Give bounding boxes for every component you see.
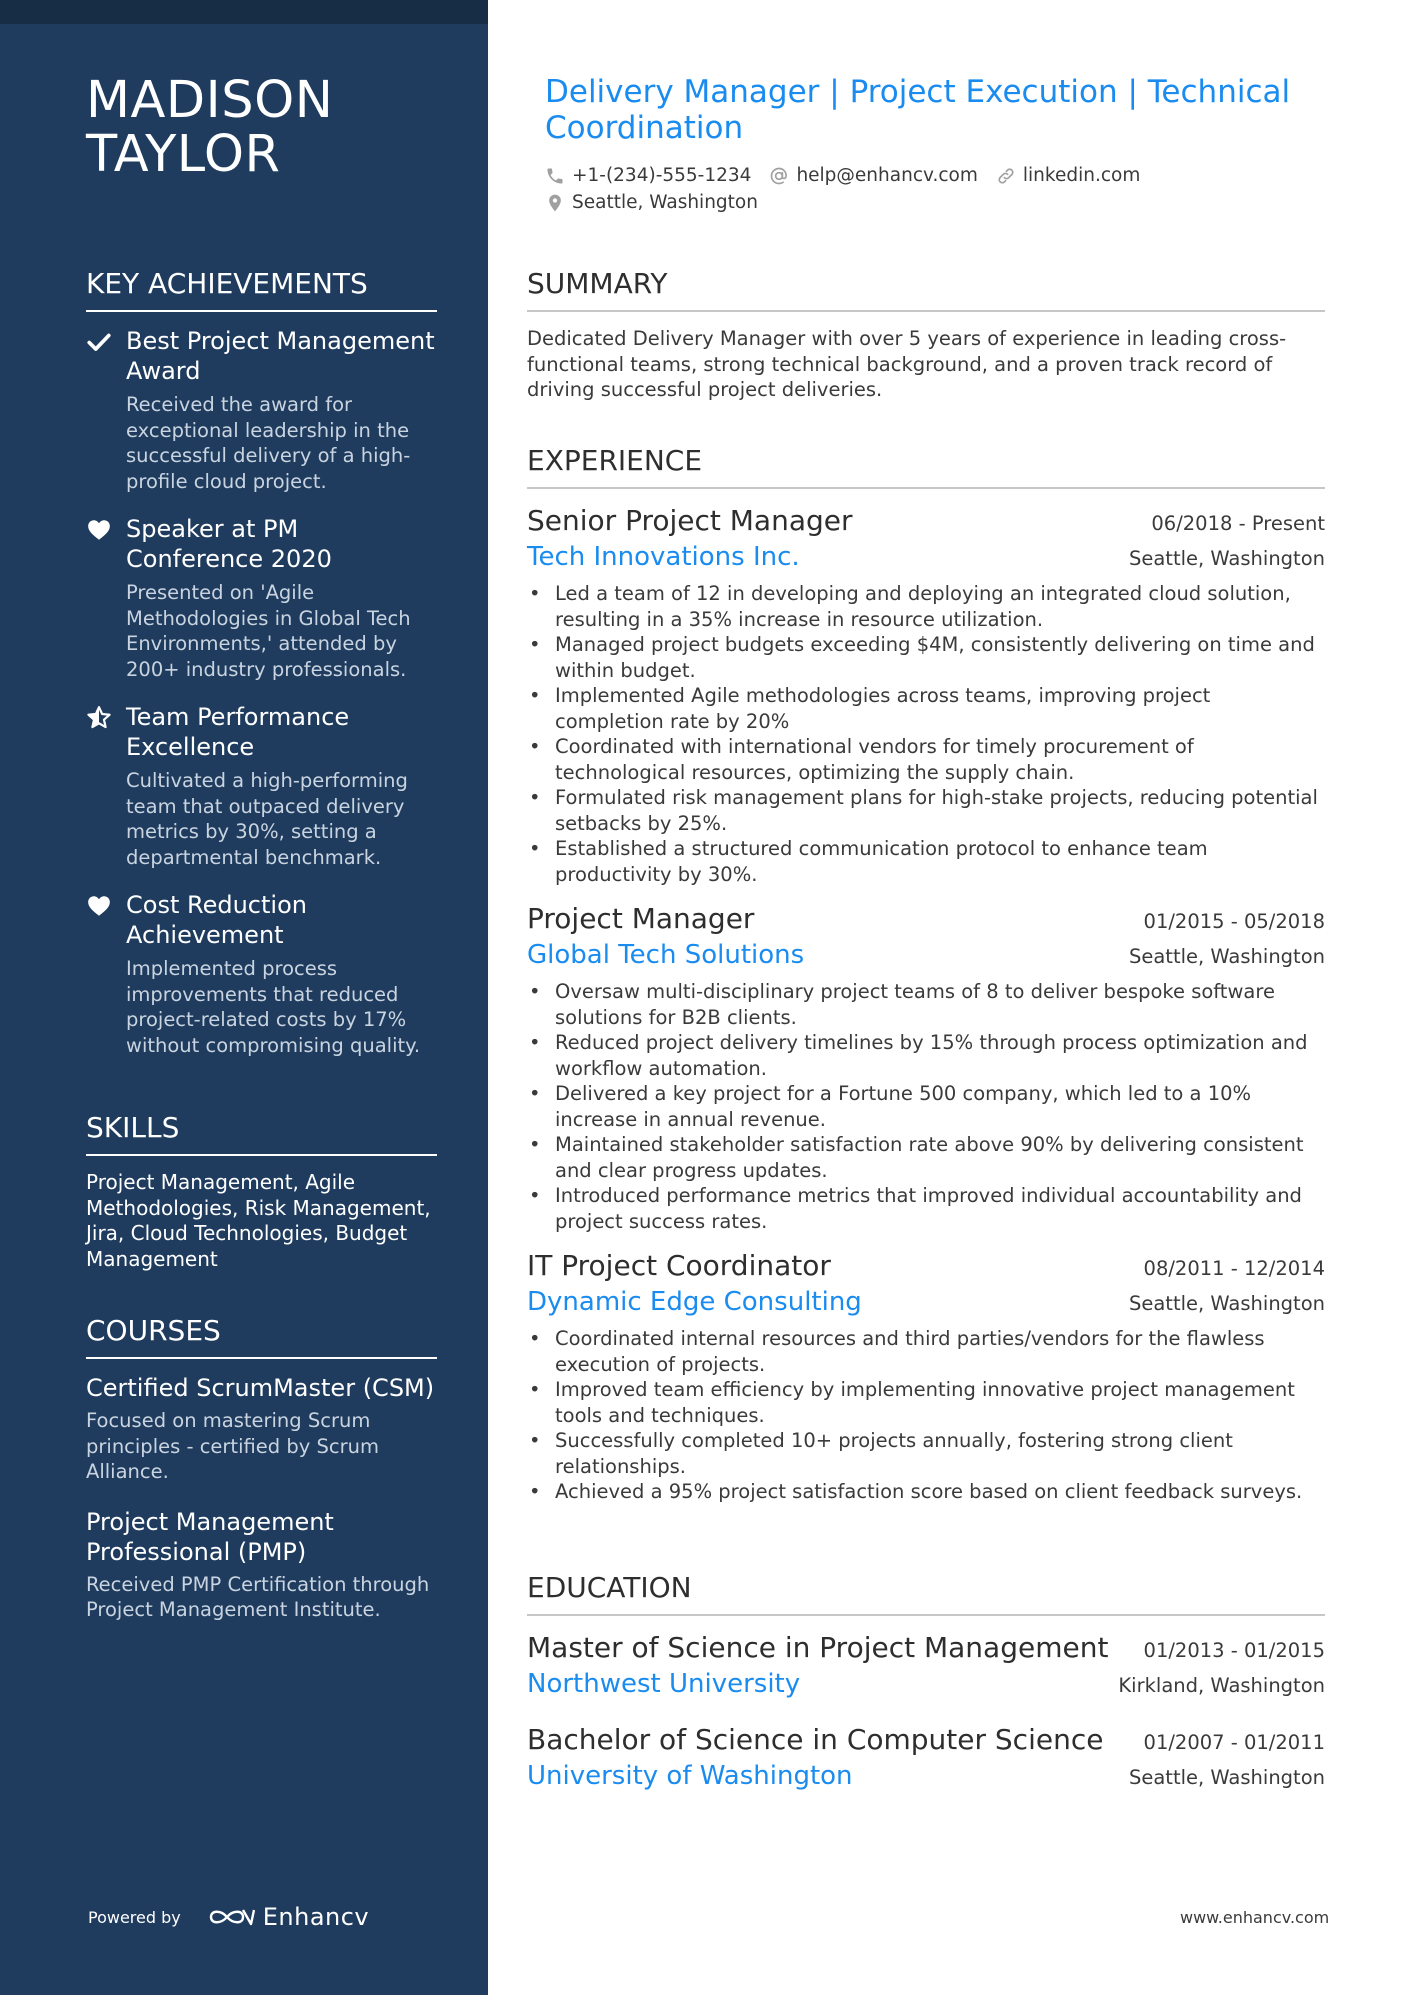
star-half-icon bbox=[86, 705, 112, 731]
job-location: Seattle, Washington bbox=[1128, 1292, 1325, 1315]
degree-title: Master of Science in Project Management bbox=[527, 1631, 1109, 1664]
job-location: Seattle, Washington bbox=[1128, 945, 1325, 968]
school-location: Seattle, Washington bbox=[1128, 1766, 1325, 1789]
courses-section bbox=[86, 1315, 437, 1645]
job-location: Seattle, Washington bbox=[1128, 547, 1325, 570]
education-entry bbox=[527, 1630, 1325, 1702]
key-achievements-heading: KEY ACHIEVEMENTS bbox=[86, 268, 437, 312]
achievement-description: Cultivated a high-performing team that outpaced delivery metrics by 30%, setting a departmental benchmark. bbox=[126, 769, 408, 869]
course-description: Focused on mastering Scrum principles - certified by Scrum Alliance. bbox=[86, 1409, 379, 1483]
achievement-item bbox=[86, 890, 437, 1058]
education-section bbox=[527, 1572, 1325, 1814]
education-dates: 01/2007 - 01/2011 bbox=[1143, 1731, 1325, 1754]
job-dates: 01/2015 - 05/2018 bbox=[1143, 910, 1325, 933]
location-pin-icon bbox=[545, 193, 565, 213]
school-name: Northwest University bbox=[527, 1669, 801, 1699]
phone-contact[interactable] bbox=[545, 165, 751, 186]
linkedin-url: linkedin.com bbox=[1022, 165, 1141, 186]
job-title: IT Project Coordinator bbox=[527, 1249, 831, 1282]
footer-url[interactable]: www.enhancv.com bbox=[1180, 1908, 1330, 1927]
bullet-item: • Improved team efficiency by implementing innovative project management tools and techniques. bbox=[527, 1377, 1325, 1428]
main-content bbox=[527, 0, 1325, 1995]
bullet-item: • Achieved a 95% project satisfaction score based on client feedback surveys. bbox=[527, 1479, 1325, 1505]
job-entry bbox=[527, 901, 1325, 1234]
education-dates: 01/2013 - 01/2015 bbox=[1143, 1639, 1325, 1662]
sidebar-top-bar bbox=[0, 0, 488, 24]
company-name: Global Tech Solutions bbox=[527, 940, 805, 970]
job-dates: 08/2011 - 12/2014 bbox=[1143, 1257, 1325, 1280]
bullet-item: • Managed project budgets exceeding $4M, consistently delivering on time and within budget. bbox=[527, 632, 1325, 683]
achievement-item bbox=[86, 514, 437, 682]
bullet-item: • Coordinated internal resources and third parties/vendors for the flawless execution of projects. bbox=[527, 1326, 1325, 1377]
bullet-item: • Successfully completed 10+ projects annually, fostering strong client relationships. bbox=[527, 1428, 1325, 1479]
bullet-item: • Oversaw multi-disciplinary project teams of 8 to deliver bespoke software solutions for B2B clients. bbox=[527, 979, 1325, 1030]
linkedin-contact[interactable] bbox=[996, 165, 1140, 186]
phone-number: +1-(234)-555-1234 bbox=[572, 165, 752, 186]
achievement-title: Cost Reduction Achievement bbox=[126, 891, 307, 949]
link-icon bbox=[996, 166, 1016, 186]
achievement-title: Best Project Management Award bbox=[126, 327, 435, 385]
email-contact[interactable] bbox=[769, 165, 977, 186]
bullet-item: • Introduced performance metrics that improved individual accountability and project success rates. bbox=[527, 1183, 1325, 1234]
contact-info bbox=[545, 162, 1305, 216]
degree-title: Bachelor of Science in Computer Science bbox=[527, 1723, 1104, 1756]
job-title: Project Manager bbox=[527, 902, 755, 935]
course-description: Received PMP Certification through Project Management Institute. bbox=[86, 1572, 430, 1621]
enhancv-logo-icon[interactable] bbox=[207, 1904, 255, 1930]
heart-icon bbox=[86, 517, 112, 543]
sidebar bbox=[0, 0, 488, 1995]
course-title: Project Management Professional (PMP) bbox=[86, 1507, 334, 1566]
achievement-item bbox=[86, 326, 437, 494]
education-entry bbox=[527, 1722, 1325, 1794]
skills-heading: SKILLS bbox=[86, 1112, 437, 1156]
achievement-title: Speaker at PM Conference 2020 bbox=[126, 515, 332, 573]
school-location: Kirkland, Washington bbox=[1118, 1674, 1325, 1697]
job-bullets bbox=[527, 979, 1325, 1234]
summary-section bbox=[527, 268, 1325, 403]
experience-section bbox=[527, 445, 1325, 1519]
check-icon bbox=[86, 329, 112, 355]
powered-by bbox=[88, 1903, 369, 1931]
job-title: Senior Project Manager bbox=[527, 504, 853, 537]
courses-heading: COURSES bbox=[86, 1315, 437, 1359]
bullet-item: • Implemented Agile methodologies across teams, improving project completion rate by 20% bbox=[527, 683, 1325, 734]
bullet-item: • Reduced project delivery timelines by 15% through process optimization and workflow automation. bbox=[527, 1030, 1325, 1081]
course-item bbox=[86, 1507, 437, 1623]
phone-icon bbox=[545, 166, 565, 186]
skills-list: Project Management, Agile Methodologies, Risk Management, Jira, Cloud Technologies, Budget Management bbox=[86, 1170, 431, 1271]
job-bullets bbox=[527, 581, 1325, 887]
bullet-item: • Led a team of 12 in developing and deploying an integrated cloud solution, resulting in a 35% increase in resource utilization. bbox=[527, 581, 1325, 632]
company-name: Dynamic Edge Consulting bbox=[527, 1287, 862, 1317]
company-name: Tech Innovations Inc. bbox=[527, 542, 800, 572]
summary-heading: SUMMARY bbox=[527, 268, 1325, 312]
experience-heading: EXPERIENCE bbox=[527, 445, 1325, 489]
bullet-item: • Maintained stakeholder satisfaction rate above 90% by delivering consistent and clear progress updates. bbox=[527, 1132, 1325, 1183]
school-name: University of Washington bbox=[527, 1761, 853, 1791]
job-dates: 06/2018 - Present bbox=[1151, 512, 1325, 535]
achievement-title: Team Performance Excellence bbox=[126, 703, 350, 761]
location-contact bbox=[545, 192, 758, 213]
skills-section bbox=[86, 1112, 437, 1272]
location-text: Seattle, Washington bbox=[572, 192, 758, 213]
bullet-item: • Formulated risk management plans for high-stake projects, reducing potential setbacks by 25%. bbox=[527, 785, 1325, 836]
job-entry bbox=[527, 503, 1325, 887]
bullet-item: • Established a structured communication protocol to enhance team productivity by 30%. bbox=[527, 836, 1325, 887]
achievement-item bbox=[86, 702, 437, 870]
heart-icon bbox=[86, 893, 112, 919]
bullet-item: • Coordinated with international vendors for timely procurement of technological resources, optimizing the supply chain. bbox=[527, 734, 1325, 785]
powered-by-label: Powered by bbox=[88, 1907, 181, 1927]
job-bullets bbox=[527, 1326, 1325, 1505]
achievement-description: Presented on 'Agile Methodologies in Global Tech Environments,' attended by 200+ industry professionals. bbox=[126, 581, 411, 681]
education-heading: EDUCATION bbox=[527, 1572, 1325, 1616]
summary-text: Dedicated Delivery Manager with over 5 years of experience in leading cross-functional teams, strong technical background, and a proven track record of driving successful project deliveries. bbox=[527, 327, 1287, 401]
candidate-name: MADISON TAYLOR bbox=[86, 71, 334, 184]
bullet-item: • Delivered a key project for a Fortune 500 company, which led to a 10% increase in annual revenue. bbox=[527, 1081, 1325, 1132]
course-item bbox=[86, 1373, 437, 1485]
email-address: help@enhancv.com bbox=[796, 165, 978, 186]
achievement-description: Implemented process improvements that reduced project-related costs by 17% without compromising quality. bbox=[126, 957, 421, 1057]
course-title: Certified ScrumMaster (CSM) bbox=[86, 1374, 435, 1402]
achievement-description: Received the award for exceptional leadership in the successful delivery of a high-profile cloud project. bbox=[126, 393, 411, 493]
headline: Delivery Manager | Project Execution | Technical Coordination bbox=[545, 74, 1291, 146]
enhancv-brand-name[interactable]: Enhancv bbox=[262, 1903, 370, 1931]
job-entry bbox=[527, 1248, 1325, 1505]
at-icon bbox=[769, 166, 789, 186]
key-achievements-section bbox=[86, 268, 437, 1078]
